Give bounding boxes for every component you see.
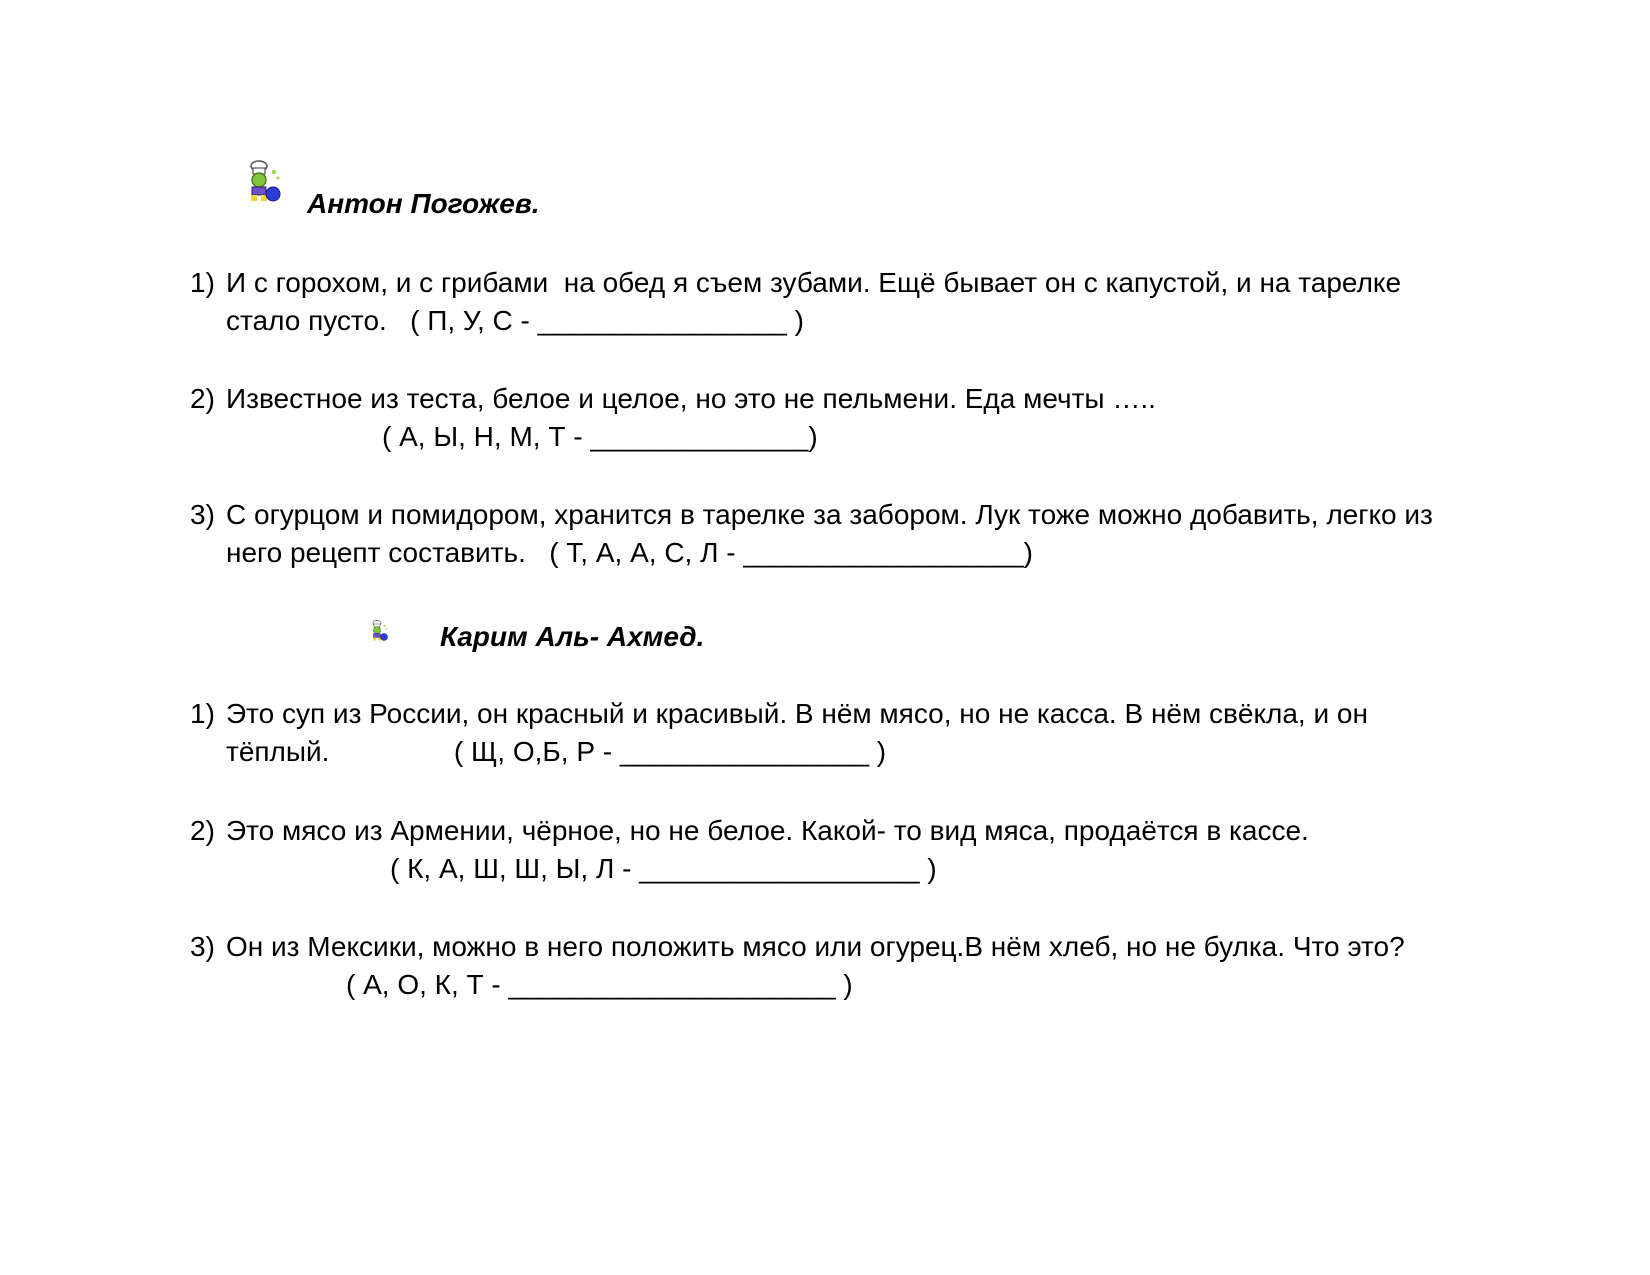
riddle-text: Известное из теста, белое и целое, но это не пельмени. Еда мечты ….. [226, 383, 1156, 414]
cook-clipart-icon [370, 619, 390, 643]
riddle-answer-line: тёплый. ( Щ, О,Б, Р - ________________ ) [226, 736, 887, 767]
riddle-text: Это мясо из Армении, чёрное, но не белое. Какой- то вид мяса, продаётся в кассе. [226, 815, 1309, 846]
riddle-answer-line: ( А, Ы, Н, М, Т - ______________) [382, 421, 818, 452]
riddle-answer-line: него рецепт составить. ( Т, А, А, С, Л - __________________) [226, 537, 1033, 568]
riddle-number: 2) [190, 383, 215, 414]
riddle-text: С огурцом и помидором, хранится в тарелке за забором. Лук тоже можно добавить, легко из [226, 499, 1433, 530]
riddle-answer-line: стало пусто. ( П, У, С - ________________ ) [226, 305, 804, 336]
riddle-answer-line: ( К, А, Ш, Ш, Ы, Л - __________________ ) [390, 853, 937, 884]
cook-clipart-icon [245, 158, 285, 206]
riddle-number: 3) [190, 499, 215, 530]
riddle-text: Он из Мексики, можно в него положить мясо или огурец.В нём хлеб, но не булка. Что это? [226, 931, 1405, 962]
riddle-text: И с горохом, и с грибами на обед я съем зубами. Ещё бывает он с капустой, и на тарелке [226, 267, 1402, 298]
riddle-answer-line: ( А, О, К, Т - _____________________ ) [346, 969, 853, 1000]
author-name: Карим Аль- Ахмед. [440, 621, 705, 652]
riddle-number: 3) [190, 931, 215, 962]
riddle-number: 1) [190, 698, 215, 729]
riddle-number: 1) [190, 267, 215, 298]
riddle-number: 2) [190, 815, 215, 846]
riddle-text: Это суп из России, он красный и красивый. В нём мясо, но не касса. В нём свёкла, и он [226, 698, 1368, 729]
author-name: Антон Погожев. [307, 188, 540, 219]
